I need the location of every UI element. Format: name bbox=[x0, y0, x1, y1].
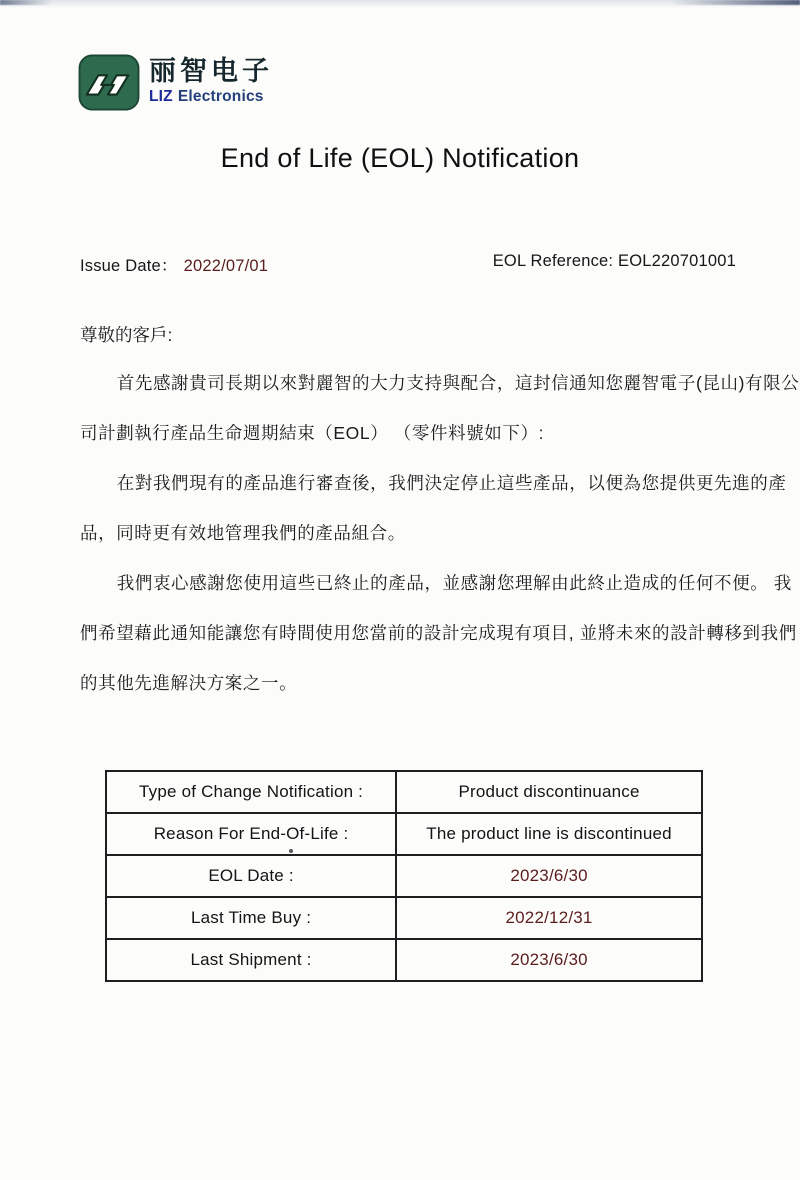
brand-text bbox=[149, 54, 273, 106]
row-label-cell: Reason For End-Of-Life : bbox=[106, 813, 396, 855]
eol-reference: EOL Reference: EOL220701001 bbox=[492, 252, 736, 270]
table-row bbox=[106, 855, 702, 897]
row-label-cell: EOL Date : bbox=[106, 855, 396, 897]
paragraph-line: 司計劃執行產品生命週期結束（EOL） （零件料號如下）: bbox=[80, 423, 545, 443]
company-logo bbox=[78, 54, 273, 111]
row-value-cell: 2023/6/30 bbox=[396, 939, 702, 981]
paragraph-line: 品，同時更有效地管理我們的產品組合。 bbox=[80, 523, 406, 543]
row-value-cell: The product line is discontinued bbox=[396, 813, 702, 855]
paragraph-line: 的其他先進解決方案之一。 bbox=[80, 673, 298, 693]
page-title: End of Life (EOL) Notification bbox=[220, 143, 580, 173]
issue-date bbox=[80, 252, 268, 276]
row-label-cell: Last Shipment : bbox=[106, 939, 396, 981]
row-label-cell: Last Time Buy : bbox=[106, 897, 396, 939]
liz-logo-icon bbox=[78, 54, 140, 111]
salutation: 尊敬的客戶: bbox=[80, 325, 173, 345]
paragraph-line: 們希望藉此通知能讓您有時間使用您當前的設計完成現有項目, 並將未來的設計轉移到我們 bbox=[80, 623, 797, 643]
table-row bbox=[106, 771, 702, 813]
row-label-cell: Type of Change Notification : bbox=[106, 771, 396, 813]
scan-stray-dot bbox=[289, 849, 293, 853]
issue-date-value: 2022/07/01 bbox=[183, 257, 269, 275]
paragraph-line: 首先感謝貴司長期以來對麗智的大力支持與配合，這封信通知您麗智電子(昆山)有限公 bbox=[116, 373, 800, 393]
table-row bbox=[106, 939, 702, 981]
row-value-cell: 2022/12/31 bbox=[396, 897, 702, 939]
row-value-cell: Product discontinuance bbox=[396, 771, 702, 813]
issue-date-label: Issue Date： bbox=[80, 257, 178, 275]
row-value-cell: 2023/6/30 bbox=[396, 855, 702, 897]
eol-table bbox=[105, 770, 703, 982]
meta-row bbox=[80, 252, 736, 276]
brand-name-cn: 丽智电子 bbox=[149, 56, 273, 86]
table-row bbox=[106, 897, 702, 939]
brand-en-liz: LIZ bbox=[149, 88, 173, 105]
letter-body bbox=[80, 358, 800, 708]
scan-artifact-top-left bbox=[0, 0, 52, 5]
table-row bbox=[106, 813, 702, 855]
paragraph-line: 我們衷心感謝您使用這些已終止的產品，並感謝您理解由此終止造成的任何不便。 我 bbox=[116, 573, 792, 593]
paragraph-line: 在對我們現有的產品進行審查後，我們決定停止這些產品，以便為您提供更先進的產 bbox=[116, 473, 787, 493]
scan-artifact-top-right bbox=[670, 0, 800, 5]
brand-name-en bbox=[149, 88, 273, 106]
brand-en-electronics: Electronics bbox=[177, 88, 264, 105]
